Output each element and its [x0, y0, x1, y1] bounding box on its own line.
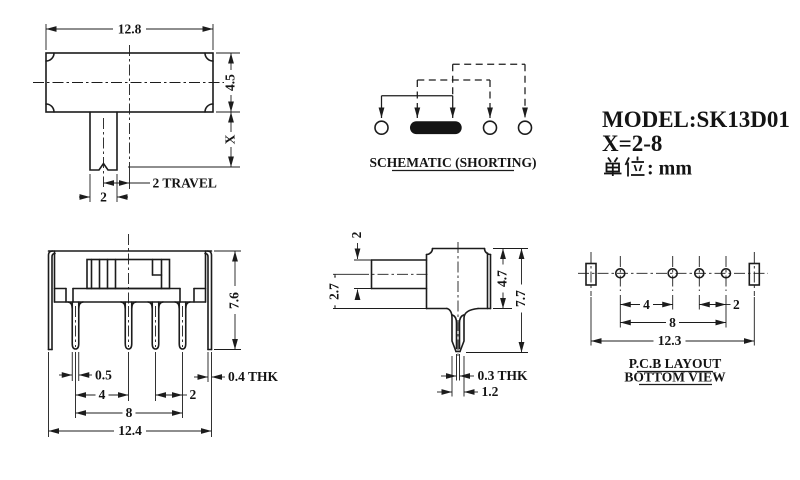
- x-range-text: X=2-8: [602, 131, 663, 156]
- dim-knob-width-text: 2: [100, 189, 107, 205]
- dim-stem-height: [128, 112, 240, 167]
- dim-side-pin-width-text: 1.2: [481, 384, 499, 399]
- side-view: [327, 231, 529, 399]
- dim-knob-offset: [327, 274, 427, 308]
- pcb-dim-span-text: 8: [669, 314, 676, 330]
- dim-bracket-thickness: [194, 352, 279, 384]
- side-view-knob: [333, 260, 430, 289]
- dim-front-height: [214, 251, 242, 350]
- dim-span-text: 8: [125, 405, 133, 420]
- schematic-dashed-links: [417, 64, 525, 118]
- schematic-view: [370, 64, 537, 170]
- side-view-pin: [447, 309, 478, 352]
- dim-total-width: [49, 352, 212, 438]
- dim-body-height-text: 4.7: [494, 270, 510, 287]
- dim-pin-width-text: 0.5: [95, 367, 112, 383]
- dim-pin-thickness: [441, 354, 528, 383]
- schematic-label: SCHEMATIC (SHORTING): [369, 155, 537, 170]
- dim-front-height-text: 7.6: [226, 292, 242, 309]
- front-view-pins: [68, 302, 190, 349]
- dim-pitch-b-text: 2: [189, 387, 197, 402]
- title-block: [602, 107, 790, 180]
- front-view: [49, 234, 279, 438]
- front-view-body: [49, 251, 212, 302]
- dim-top-width-text: 12.8: [117, 21, 142, 37]
- dim-total-width-text: 12.4: [118, 423, 142, 438]
- pcb-label-line2: BOTTOM VIEW: [624, 369, 726, 385]
- model-text: MODEL:SK13D01: [602, 107, 790, 132]
- top-view-corner-marks: [46, 53, 213, 112]
- terminal-circle-1: [375, 121, 388, 134]
- dim-top-height: [216, 53, 240, 112]
- unit-prefix-text: 单位: [603, 157, 643, 179]
- terminal-circle-2: [484, 121, 497, 134]
- dim-total-height: [466, 249, 529, 353]
- pcb-layout-view: [578, 252, 768, 385]
- dim-top-height-text: 4.5: [222, 74, 238, 91]
- dim-pin-thickness-text: 0.3 THK: [477, 368, 528, 383]
- unit-suffix-text: : mm: [647, 157, 692, 180]
- dim-travel-text: 2 TRAVEL: [152, 175, 217, 191]
- pcb-label-line1: P.C.B LAYOUT: [628, 356, 722, 371]
- dim-knob-height: [349, 231, 372, 297]
- dim-knob-height-text: 2: [349, 231, 364, 239]
- dim-knob-offset-text: 2.7: [326, 283, 342, 300]
- dim-pin-pitches: [76, 352, 197, 420]
- dim-travel: [104, 172, 217, 191]
- dim-pitch-a-text: 4: [98, 387, 106, 402]
- pcb-dim-pitch-b-text: 2: [733, 296, 740, 312]
- dim-total-height-text: 7.7: [513, 290, 528, 307]
- schematic-slider-contact: [410, 121, 462, 134]
- dim-pin-width: [59, 352, 112, 383]
- terminal-circle-3: [519, 121, 532, 134]
- dim-stem-height-text: X: [222, 134, 238, 145]
- pcb-dims: [591, 295, 754, 348]
- pcb-dim-total-text: 12.3: [657, 333, 682, 349]
- dim-bracket-thickness-text: 0.4 THK: [228, 369, 279, 384]
- top-view: [33, 22, 240, 205]
- pcb-dim-pitch-a-text: 4: [643, 296, 650, 312]
- side-view-body: [427, 249, 491, 309]
- top-view-body: [46, 53, 213, 112]
